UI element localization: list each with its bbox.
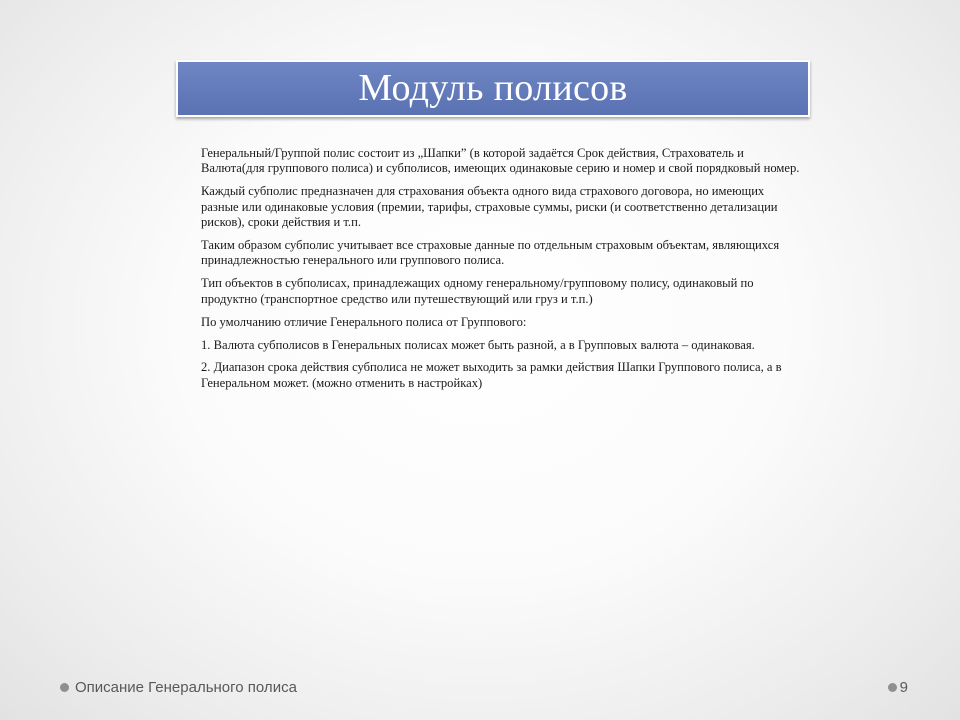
body-paragraph-3: Таким образом субполис учитывает все страховые данные по отдельным страховым объектам, являющихся принадлежностью генерального или группового полиса. <box>201 238 780 268</box>
slide-page-number <box>888 679 908 696</box>
body-paragraph-5: По умолчанию отличие Генерального полиса от Группового: <box>201 314 527 329</box>
page-bullet-icon <box>888 683 897 692</box>
footer-text: Описание Генерального полиса <box>75 679 297 696</box>
page-number: 9 <box>899 679 908 696</box>
slide-body <box>201 146 801 399</box>
body-paragraph-7: 2. Диапазон срока действия субполиса не может выходить за рамки действия Шапки Группового полиса, а в Генеральном может. (можно отменить в настройках) <box>201 360 782 390</box>
slide-title-box <box>176 60 810 117</box>
body-paragraph-6: 1. Валюта субполисов в Генеральных полисах может быть разной, а в Групповых валюта – одинаковая. <box>201 337 755 352</box>
slide-title: Модуль полисов <box>358 66 628 109</box>
footer-bullet-icon <box>60 683 69 692</box>
slide-footer <box>60 679 297 696</box>
body-paragraph-4: Тип объектов в субполисах, принадлежащих одному генеральному/групповому полису, одинаковый по продуктно (транспортное средство или путешествующий или груз и т.п.) <box>201 276 754 306</box>
body-paragraph-2: Каждый субполис предназначен для страхования объекта одного вида страхового договора, но имеющих разные или одинаковые условия (премии, тарифы, страховые суммы, риски (и соответственно детализации рисков), сроки действия и т.п. <box>201 184 778 230</box>
body-paragraph-1: Генеральный/Группой полис состоит из „Шапки” (в которой задаётся Срок действия, Страхователь и Валюта(для группового полиса) и субполисов, имеющих одинаковые серию и номер и свой порядковый номер. <box>201 146 800 176</box>
